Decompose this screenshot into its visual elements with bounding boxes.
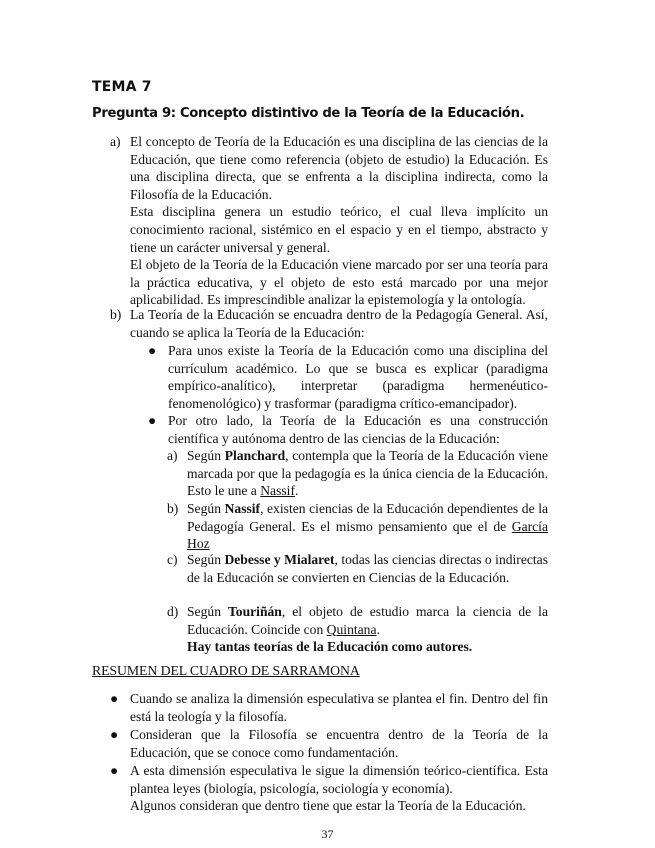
list-marker: c) xyxy=(167,552,178,567)
bullet-icon: ● xyxy=(148,343,157,358)
summary-heading: RESUMEN DEL CUADRO DE SARRAMONA xyxy=(92,663,360,678)
section-heading: TEMA 7 xyxy=(92,79,152,95)
bullet-item xyxy=(148,412,548,447)
author-name: Planchard xyxy=(224,448,286,463)
list-item-b xyxy=(110,306,548,341)
paragraph: El concepto de Teoría de la Educación es una disciplina de las ciencias de la Educación, que tiene como referencia (objeto de estudio) la Educación. Es una disciplina directa, que se enfrenta a la disciplina indirecta, como la Filosofía de la Educación. xyxy=(130,134,548,202)
paragraph: Algunos consideran que dentro tiene que estar la Teoría de la Educación. xyxy=(130,798,526,814)
paragraph: Cuando se analiza la dimensión especulativa se plantea el fin. Dentro del fin está la teología y la filosofía. xyxy=(130,691,548,724)
list-marker: a) xyxy=(167,448,178,463)
paragraph: El objeto de la Teoría de la Educación viene marcado por ser una teoría para la práctica educativa, y el objeto de esto está marcado por una mejor aplicabilidad. Es imprescindible analizar la epistemología y la ontología. xyxy=(130,257,548,308)
question-heading: Pregunta 9: Concepto distintivo de la Teoría de la Educación. xyxy=(92,106,525,121)
closing-statement: Hay tantas teorías de la Educación como autores. xyxy=(187,639,473,655)
sub-item-a: a) Según Planchard, contempla que la Teoría de la Educación viene marcada por que la pedagogía es la única ciencia de la Educación. Esto le une a Nassif. xyxy=(167,448,548,499)
summary-bullet xyxy=(110,726,548,761)
list-item-a xyxy=(110,133,548,309)
paragraph: La Teoría de la Educación se encuadra dentro de la Pedagogía General. Así, cuando se aplica la Teoría de la Educación: xyxy=(130,307,548,340)
author-reference: García Hoz xyxy=(187,518,548,552)
paragraph: Esta disciplina genera un estudio teórico, el cual lleva implícito un conocimiento racional, sistémico en el espacio y en el tiempo, abstracto y tiene un carácter universal y general. xyxy=(130,204,548,255)
list-marker: d) xyxy=(167,604,179,619)
author-reference: Quintana xyxy=(326,621,377,637)
bullet-icon: ● xyxy=(110,727,119,742)
bullet-item xyxy=(148,342,548,412)
paragraph: A esta dimensión especulativa le sigue la dimensión teórico-científica. Esta plantea leyes (biología, psicología, sociología y economía). xyxy=(130,763,548,796)
paragraph: Para unos existe la Teoría de la Educación como una disciplina del currículum académico. Lo que se busca es explicar (paradigma empírico-analítico), interpretar (paradigma hermenéutico-fenomenológico) y trasformar (paradigma crítico-emancipador). xyxy=(168,343,548,411)
bullet-icon: ● xyxy=(110,691,119,706)
summary-bullet xyxy=(110,762,548,815)
list-marker: a) xyxy=(110,134,121,149)
sub-item-b: b) Según Nassif, existen ciencias de la Educación dependientes de la Pedagogía General. Es el mismo pensamiento que el de García Hoz xyxy=(167,501,549,552)
paragraph: Consideran que la Filosofía se encuentra dentro de la Teoría de la Educación, que se conoce como fundamentación. xyxy=(130,727,548,760)
author-name: Touriñán xyxy=(227,604,282,619)
author-name: Debesse y Mialaret xyxy=(224,552,335,567)
list-marker: b) xyxy=(167,501,179,516)
bullet-icon: ● xyxy=(110,763,119,778)
page-number: 37 xyxy=(321,827,334,841)
paragraph: Por otro lado, la Teoría de la Educación es una construcción científica y autónoma dentro de las ciencias de la Educación: xyxy=(168,413,548,446)
sub-item-d: d) Según Touriñán, el objeto de estudio marca la ciencia de la Educación. Coincide con Quintana. Hay tantas teorías de la Educación como autores. xyxy=(167,604,548,655)
sub-item-c: c) Según Debesse y Mialaret, todas las ciencias directas o indirectas de la Educación se convierten en Ciencias de la Educación. xyxy=(167,552,549,585)
author-name: Nassif xyxy=(224,501,261,516)
summary-bullet xyxy=(110,690,548,725)
list-marker: b) xyxy=(110,307,122,322)
bullet-icon: ● xyxy=(148,413,157,428)
author-reference: Nassif xyxy=(260,483,295,499)
